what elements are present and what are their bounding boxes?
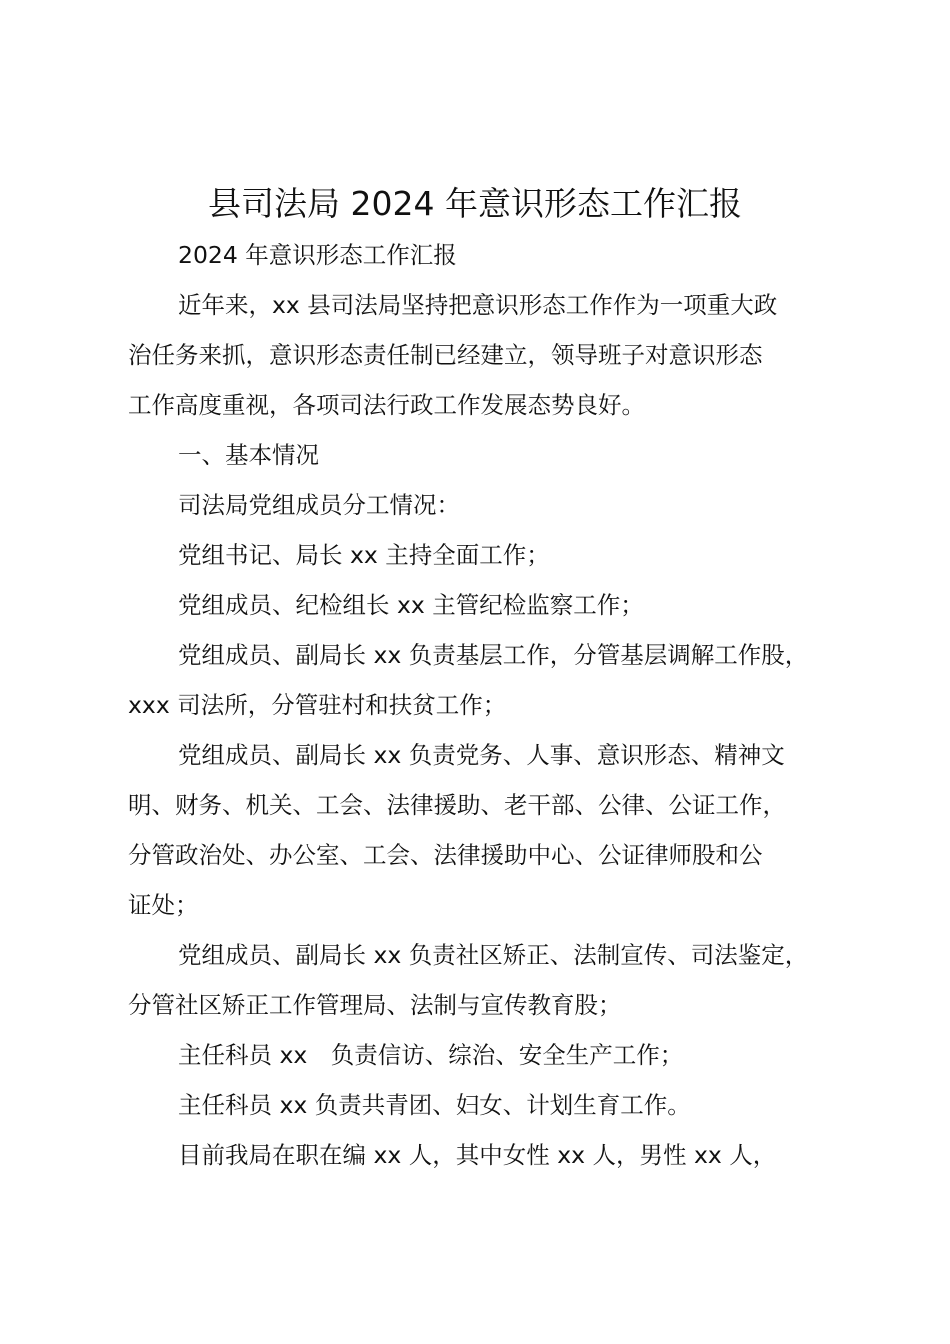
duty-item-3-line-1: 党组成员、副局长 xx 负责基层工作，分管基层调解工作股， — [178, 641, 809, 669]
duty-item-5-line-2: 分管社区矫正工作管理局、法制与宣传教育股； — [128, 991, 622, 1019]
duty-item-4-line-4: 证处； — [128, 891, 199, 919]
section-heading: 一、基本情况 — [178, 441, 319, 469]
duty-item-2: 党组成员、纪检组长 xx 主管纪检监察工作； — [178, 591, 644, 619]
duty-item-4-line-1: 党组成员、副局长 xx 负责党务、人事、意识形态、精神文 — [178, 741, 785, 769]
document-title: 县司法局 2024 年意识形态工作汇报 — [208, 184, 742, 223]
document-body — [128, 230, 858, 1180]
duty-item-7: 主任科员 xx 负责共青团、妇女、计划生育工作。 — [178, 1091, 691, 1119]
subtitle: 2024 年意识形态工作汇报 — [178, 241, 457, 269]
duty-item-4-line-2: 明、财务、机关、工会、法律援助、老干部、公律、公证工作， — [128, 791, 786, 819]
duty-item-5-line-1: 党组成员、副局长 xx 负责社区矫正、法制宣传、司法鉴定， — [178, 941, 809, 969]
intro-line-3: 工作高度重视，各项司法行政工作发展态势良好。 — [128, 391, 645, 419]
staff-count-line: 目前我局在职在编 xx 人，其中女性 xx 人，男性 xx 人， — [178, 1141, 777, 1169]
duty-item-3-line-2: xxx 司法所，分管驻村和扶贫工作； — [128, 691, 507, 719]
duty-item-6: 主任科员 xx 负责信访、综治、安全生产工作； — [178, 1041, 684, 1069]
intro-line-2: 治任务来抓，意识形态责任制已经建立，领导班子对意识形态 — [128, 341, 763, 369]
intro-line-1: 近年来，xx 县司法局坚持把意识形态工作作为一项重大政 — [178, 291, 778, 319]
duty-item-4-line-3: 分管政治处、办公室、工会、法律援助中心、公证律师股和公 — [128, 841, 763, 869]
duty-item-1: 党组书记、局长 xx 主持全面工作； — [178, 541, 550, 569]
division-heading: 司法局党组成员分工情况： — [178, 491, 460, 519]
